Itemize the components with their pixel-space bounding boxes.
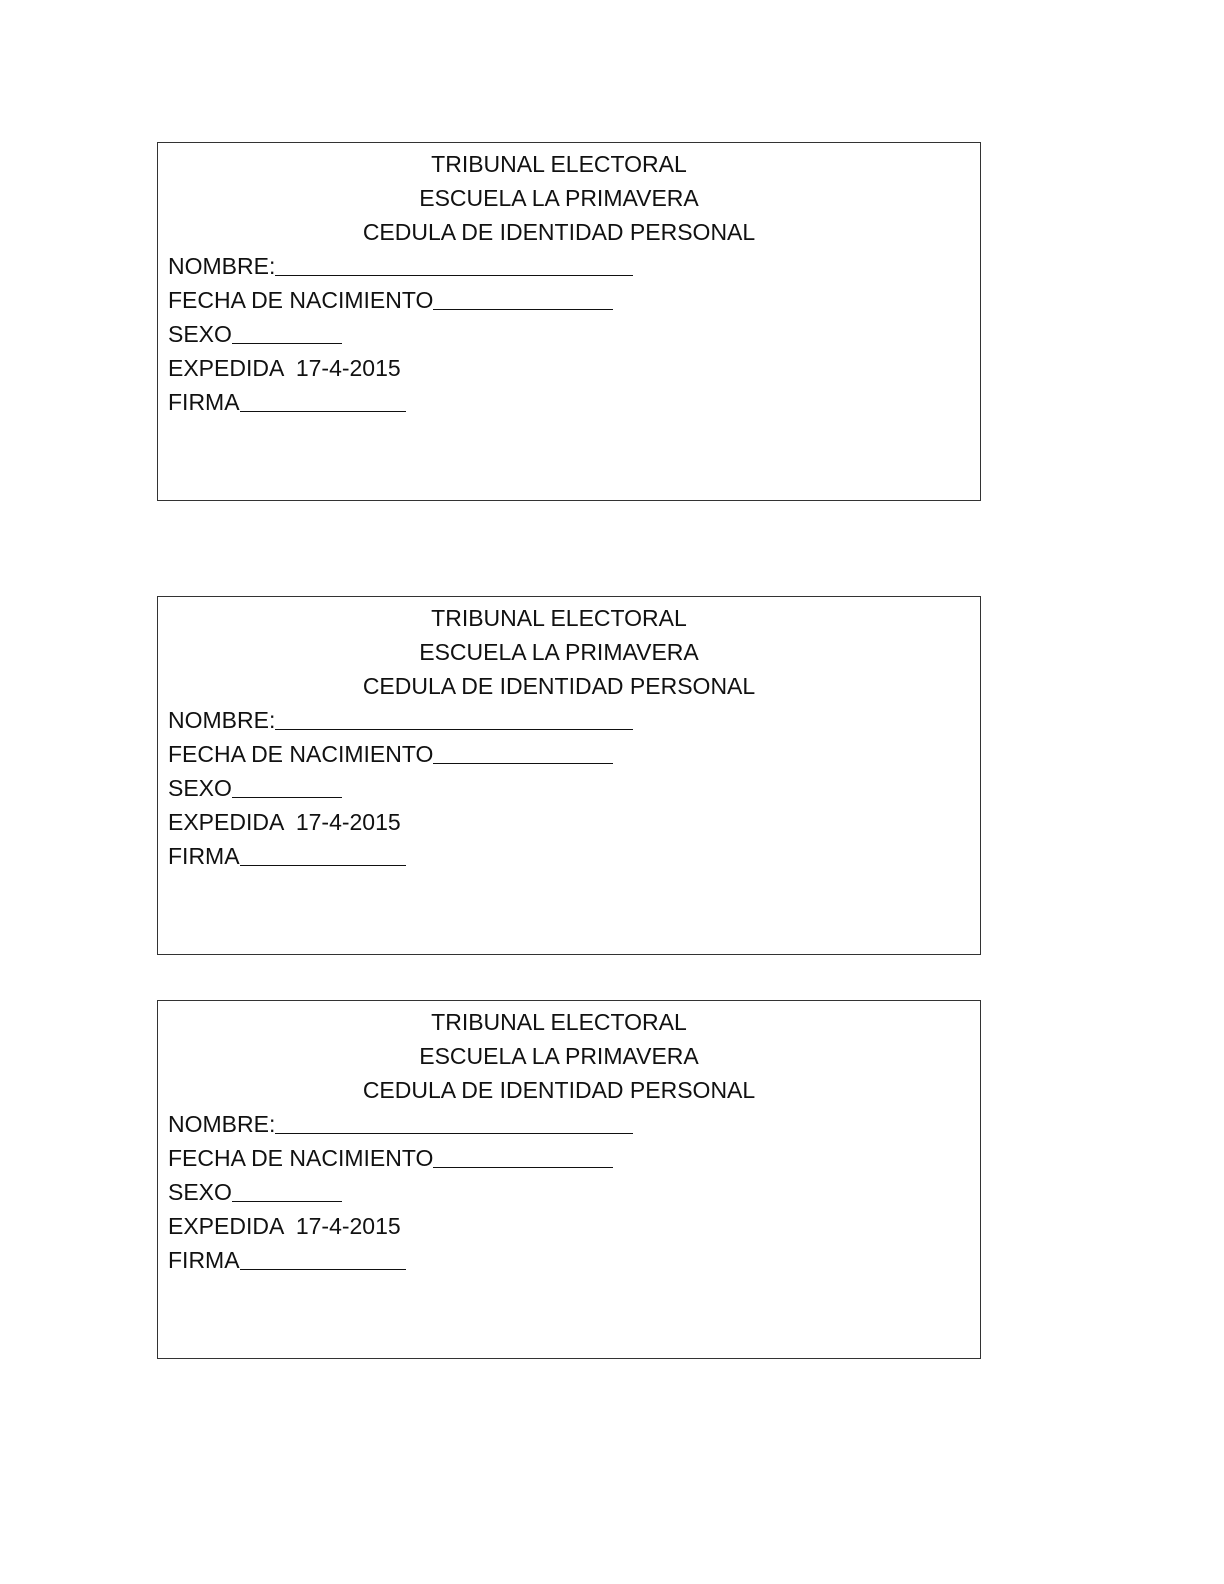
school-name: ESCUELA LA PRIMAVERA bbox=[419, 639, 699, 665]
id-card bbox=[157, 142, 981, 501]
sexo-field bbox=[168, 771, 980, 805]
card-fields bbox=[158, 249, 980, 419]
nombre-label: NOMBRE: bbox=[168, 253, 276, 279]
school-name: ESCUELA LA PRIMAVERA bbox=[419, 1043, 699, 1069]
card-title: TRIBUNAL ELECTORAL bbox=[431, 605, 687, 631]
firma-field bbox=[168, 839, 980, 873]
card-header bbox=[158, 143, 960, 249]
expedida-field: EXPEDIDA 17-4-2015 bbox=[168, 355, 401, 381]
card-fields bbox=[158, 703, 980, 873]
firma-blank bbox=[240, 387, 406, 412]
sexo-blank bbox=[232, 319, 342, 344]
nombre-label: NOMBRE: bbox=[168, 707, 276, 733]
fecha-field bbox=[168, 283, 980, 317]
fecha-label: FECHA DE NACIMIENTO bbox=[168, 287, 434, 313]
fecha-field bbox=[168, 1141, 980, 1175]
card-header bbox=[158, 1001, 960, 1107]
card-fields bbox=[158, 1107, 980, 1277]
nombre-field bbox=[168, 703, 980, 737]
nombre-blank bbox=[275, 1109, 633, 1134]
sexo-field bbox=[168, 1175, 980, 1209]
fecha-blank bbox=[433, 1143, 613, 1168]
fecha-blank bbox=[433, 739, 613, 764]
firma-blank bbox=[240, 841, 406, 866]
firma-label: FIRMA bbox=[168, 1247, 240, 1273]
expedida-field: EXPEDIDA 17-4-2015 bbox=[168, 1213, 401, 1239]
sexo-label: SEXO bbox=[168, 775, 232, 801]
expedida-field: EXPEDIDA 17-4-2015 bbox=[168, 809, 401, 835]
firma-blank bbox=[240, 1245, 406, 1270]
document-type: CEDULA DE IDENTIDAD PERSONAL bbox=[362, 673, 756, 699]
id-card bbox=[157, 1000, 981, 1359]
fecha-label: FECHA DE NACIMIENTO bbox=[168, 1145, 434, 1171]
firma-field bbox=[168, 385, 980, 419]
fecha-blank bbox=[433, 285, 613, 310]
firma-label: FIRMA bbox=[168, 389, 240, 415]
sexo-label: SEXO bbox=[168, 321, 232, 347]
nombre-field bbox=[168, 249, 980, 283]
firma-field bbox=[168, 1243, 980, 1277]
nombre-field bbox=[168, 1107, 980, 1141]
document-type: CEDULA DE IDENTIDAD PERSONAL bbox=[362, 1077, 756, 1103]
sexo-field bbox=[168, 317, 980, 351]
document-type: CEDULA DE IDENTIDAD PERSONAL bbox=[362, 219, 756, 245]
sexo-blank bbox=[232, 773, 342, 798]
card-title: TRIBUNAL ELECTORAL bbox=[431, 151, 687, 177]
nombre-label: NOMBRE: bbox=[168, 1111, 276, 1137]
card-header bbox=[158, 597, 960, 703]
firma-label: FIRMA bbox=[168, 843, 240, 869]
nombre-blank bbox=[275, 705, 633, 730]
fecha-field bbox=[168, 737, 980, 771]
sexo-label: SEXO bbox=[168, 1179, 232, 1205]
sexo-blank bbox=[232, 1177, 342, 1202]
fecha-label: FECHA DE NACIMIENTO bbox=[168, 741, 434, 767]
school-name: ESCUELA LA PRIMAVERA bbox=[419, 185, 699, 211]
nombre-blank bbox=[275, 251, 633, 276]
card-title: TRIBUNAL ELECTORAL bbox=[431, 1009, 687, 1035]
id-card bbox=[157, 596, 981, 955]
